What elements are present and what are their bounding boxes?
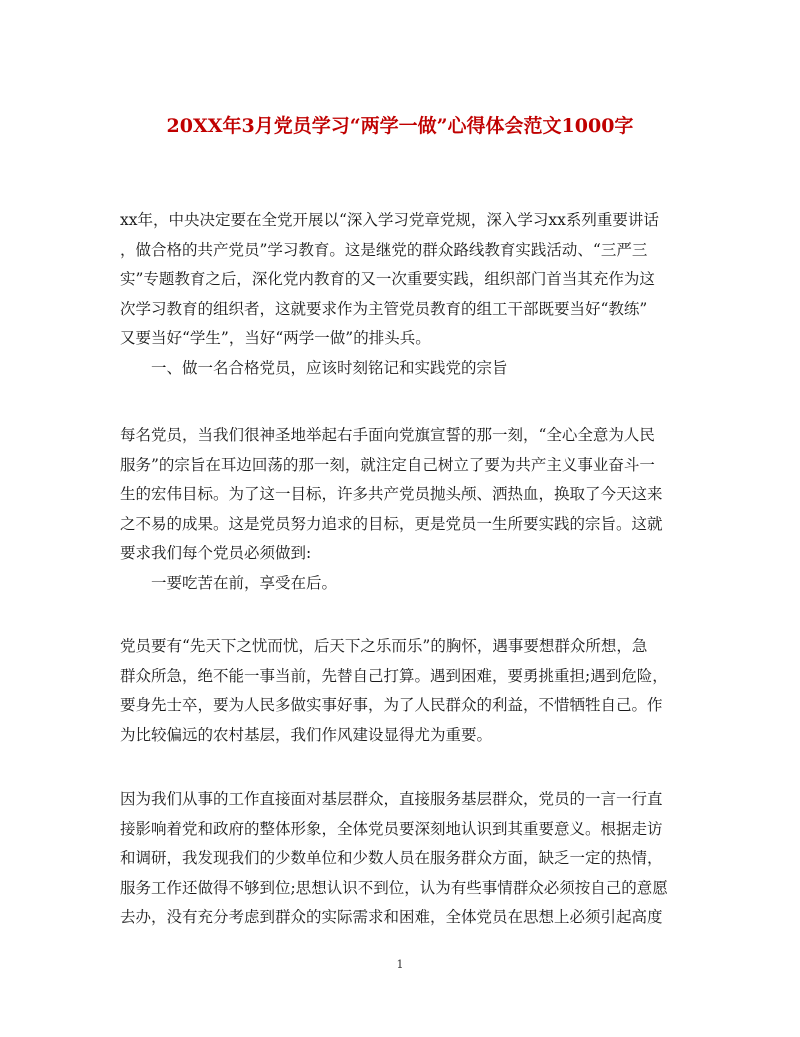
paragraph-line: 群众所急，绝不能一事当前，先替自己打算。遇到困难，要勇挑重担;遇到危险， — [120, 666, 668, 685]
paragraph-line: 和调研，我发现我们的少数单位和少数人员在服务群众方面，缺乏一定的热情， — [120, 849, 663, 867]
paragraph-line: 实”专题教育之后，深化党内教育的又一次重要实践，组织部门首当其充作为这 — [120, 270, 655, 288]
paragraph-2 — [120, 421, 690, 598]
paragraph-3 — [120, 632, 690, 750]
paragraph-line: 服务”的宗旨在耳边回荡的那一刻，就注定自己树立了要为共产主义事业奋斗一 — [120, 455, 655, 474]
section-heading: 一、做一名合格党员，应该时刻铭记和实践党的宗旨 — [151, 358, 508, 377]
paragraph-line: xx年，中央决定要在全党开展以“深入学习党章党规，深入学习xx系列重要讲话 — [120, 211, 659, 229]
paragraph-line: 又要当好“学生”，当好“两学一做”的排头兵。 — [120, 329, 431, 347]
paragraph-line: 因为我们从事的工作直接面对基层群众，直接服务基层群众，党员的一言一行直 — [120, 790, 663, 808]
paragraph-line: 接影响着党和政府的整体形象，全体党员要深刻地认识到其重要意义。根据走访 — [120, 819, 663, 838]
page-number: 1 — [396, 958, 404, 971]
paragraph-line: 去办，没有充分考虑到群众的实际需求和困难，全体党员在思想上必须引起高度 — [120, 908, 663, 926]
paragraph-line: 次学习教育的组织者，这就要求作为主管党员教育的组工干部既要当好“教练” — [120, 299, 648, 318]
paragraph-1 — [120, 206, 690, 383]
paragraph-line: ，做合格的共产党员”学习教育。这是继党的群众路线教育实践活动、“三严三 — [120, 240, 648, 259]
paragraph-line: 为比较偏远的农村基层，我们作风建设显得尤为重要。 — [120, 725, 493, 744]
paragraph-line: 要身先士卒，要为人民多做实事好事，为了人民群众的利益，不惜牺牲自己。作 — [120, 696, 663, 714]
paragraph-line: 要求我们每个党员必须做到: — [120, 544, 312, 562]
paragraph-line: 党员要有“先天下之忧而忧，后天下之乐而乐”的胸怀，遇事要想群众所想，急 — [120, 637, 648, 655]
paragraph-line: 服务工作还做得不够到位;思想认识不到位，认为有些事情群众必须按自己的意愿 — [120, 878, 668, 897]
paragraph-line: 每名党员，当我们很神圣地举起右手面向党旗宣誓的那一刻，“全心全意为人民 — [120, 426, 655, 444]
paragraph-line: 之不易的成果。这是党员努力追求的目标，更是党员一生所要实践的宗旨。这就 — [120, 514, 663, 533]
document-title: 20XX年3月党员学习“两学一做”心得体会范文1000字 — [166, 115, 634, 137]
section-heading: 一要吃苦在前，享受在后。 — [151, 573, 338, 592]
paragraph-4 — [120, 785, 690, 933]
paragraph-line: 生的宏伟目标。为了这一目标，许多共产党员抛头颅、洒热血，换取了今天这来 — [120, 485, 663, 503]
